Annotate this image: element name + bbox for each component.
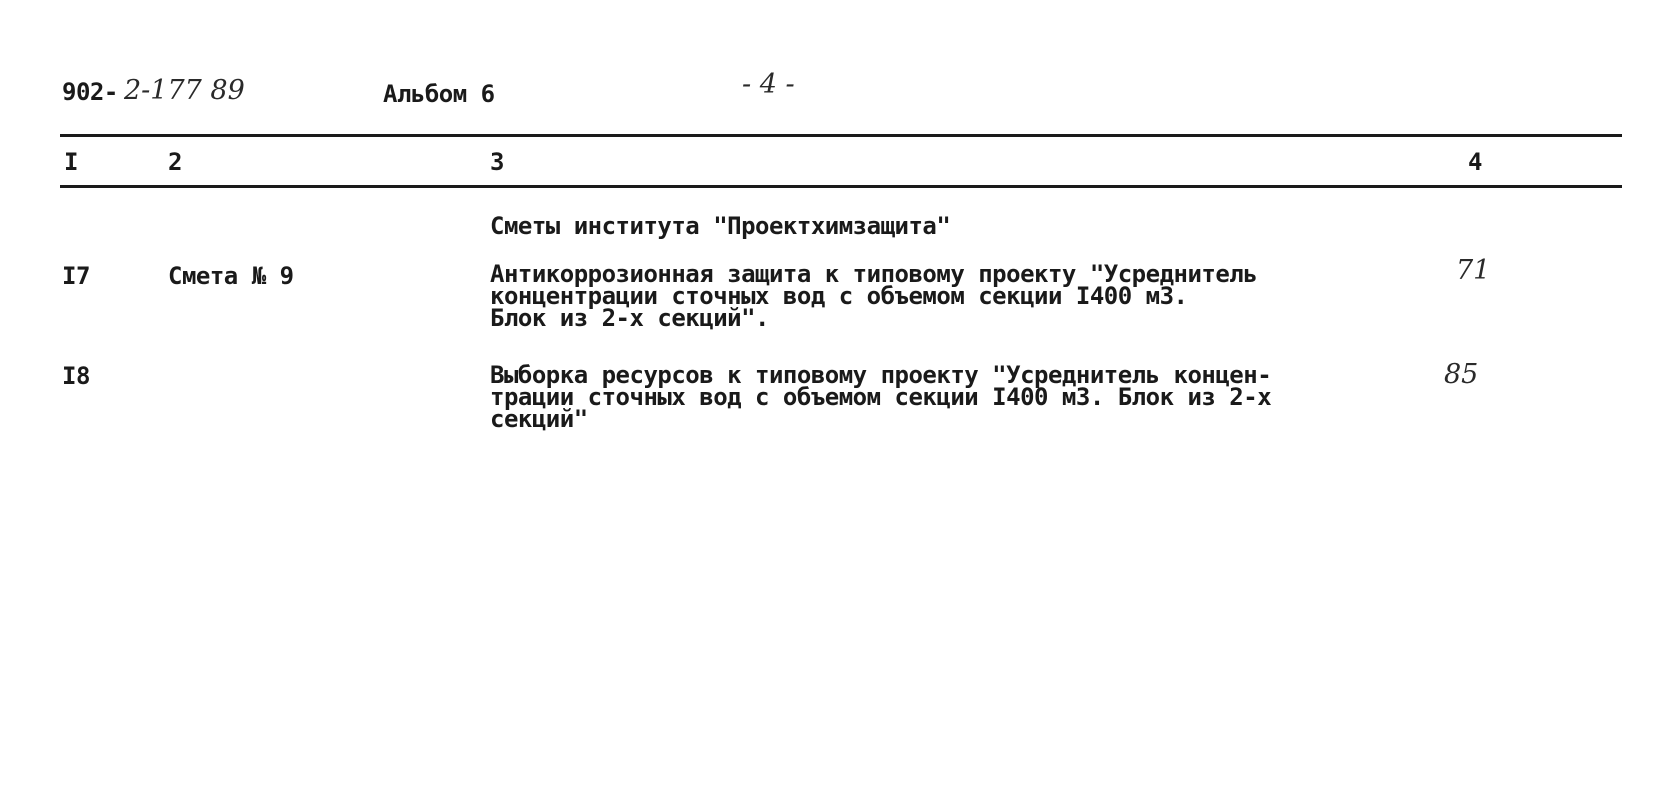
- row-page-handwritten: 85: [1444, 359, 1479, 390]
- page-number: - 4 -: [742, 69, 795, 100]
- column-header-1: I: [64, 148, 78, 176]
- table-header-rule: [60, 185, 1622, 188]
- column-header-2: 2: [168, 148, 182, 176]
- column-header-3: 3: [490, 148, 504, 176]
- row-description-line: трации сточных вод с объемом секции I400 м3. Блок из 2-х: [490, 383, 1272, 411]
- section-title: Сметы института "Проектхимзащита": [490, 212, 951, 240]
- row-description-line: секций": [490, 405, 588, 433]
- album-label: Альбом 6: [383, 80, 495, 108]
- table-top-rule: [60, 134, 1622, 137]
- column-header-4: 4: [1468, 148, 1482, 176]
- row-number: I7: [62, 262, 90, 290]
- document-code-prefix: 902-: [62, 78, 118, 106]
- row-description-line: Блок из 2-х секций".: [490, 304, 769, 332]
- row-document: Смета № 9: [168, 262, 294, 290]
- row-page-handwritten: 71: [1456, 255, 1491, 286]
- row-description-line: концентрации сточных вод с объемом секции I400 м3.: [490, 282, 1188, 310]
- document-code-handwritten: 2-177 89: [124, 75, 245, 106]
- row-number: I8: [62, 362, 90, 390]
- row-description-line: Выборка ресурсов к типовому проекту "Усреднитель концен-: [490, 361, 1272, 389]
- row-description-line: Антикоррозионная защита к типовому проекту "Усреднитель: [490, 260, 1258, 288]
